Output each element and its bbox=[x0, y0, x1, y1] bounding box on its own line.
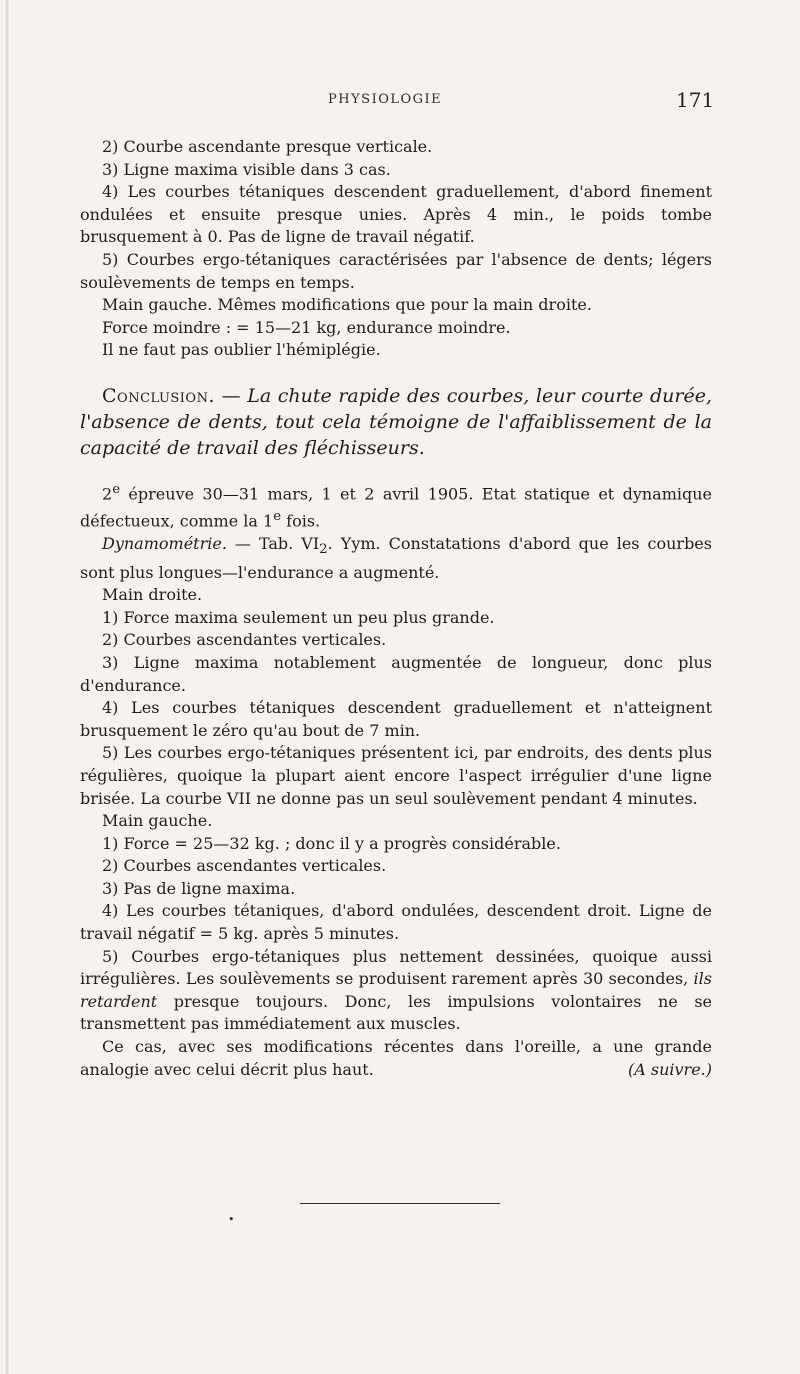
force-paragraph: Force moindre : = 15—21 kg, endurance moindre. bbox=[102, 317, 511, 337]
item-4: 4) Les courbes tétaniques descendent graduellement, d'abord finement ondulées et ensuite presque unies. Après 4 min., le poids tombe brusquement à 0. Pas de ligne de travail négatif. bbox=[80, 182, 712, 247]
right-item-4: 4) Les courbes tétaniques descendent graduellement et n'atteignent brusquement le zéro qu'au bout de 7 min. bbox=[80, 698, 712, 740]
trial-ordinal: 2 bbox=[102, 484, 113, 504]
left-hand-heading: Main gauche. bbox=[102, 811, 213, 831]
conclusion-text: La chute rapide des courbes, leur courte durée, l'absence de dents, tout cela témoigne de l'affaiblissement de la capacité de travail des fléchisseurs. bbox=[80, 384, 712, 459]
conclusion-paragraph bbox=[80, 383, 712, 461]
trial-end: fois. bbox=[281, 511, 321, 531]
trial-ordinal-sup-2: e bbox=[273, 508, 282, 524]
item-5: 5) Courbes ergo-tétaniques caractérisées par l'absence de dents; légers soulèvements de temps en temps. bbox=[80, 249, 712, 292]
dynamometry-paragraph bbox=[80, 533, 712, 584]
right-item-3: 3) Ligne maxima notablement augmentée de longueur, donc plus d'endurance. bbox=[80, 652, 712, 695]
dynamometry-sub: 2 bbox=[319, 541, 328, 557]
left-item-5-end: presque toujours. Donc, les impulsions volontaires ne se transmettent pas immédiatement aux muscles. bbox=[80, 991, 712, 1034]
conclusion-label: Conclusion. bbox=[102, 384, 216, 407]
left-hand-paragraph: Main gauche. Mêmes modifications que pour la main droite. bbox=[102, 295, 592, 315]
left-item-5 bbox=[80, 946, 712, 1036]
left-item-1: 1) Force = 25—32 kg. ; donc il y a progrès considérable. bbox=[102, 833, 561, 853]
trial-ordinal-sup: e bbox=[112, 481, 121, 497]
conclusion-dash: — bbox=[215, 384, 248, 407]
left-item-2: 2) Courbes ascendantes verticales. bbox=[102, 856, 387, 876]
item-2: 2) Courbe ascendante presque verticale. bbox=[102, 137, 433, 156]
trial-text: épreuve 30—31 mars, 1 et 2 avril 1905. Etat statique et dynamique défectueux, comme la 1 bbox=[80, 484, 712, 531]
end-rule bbox=[300, 1203, 500, 1204]
spacer bbox=[80, 362, 712, 383]
dynamometry-text-2: . Yym. Constatations d'abord que les courbes sont plus longues—l'endurance a augmenté. bbox=[80, 533, 712, 582]
left-item-4: 4) Les courbes tétaniques, d'abord ondulées, descendent droit. Ligne de travail négatif = 5 kg. après 5 minutes. bbox=[80, 901, 712, 944]
right-hand-heading: Main droite. bbox=[102, 585, 203, 605]
hemiplegia-paragraph: Il ne faut pas oublier l'hémiplégie. bbox=[102, 340, 381, 360]
running-head: PHYSIOLOGIE bbox=[328, 92, 443, 107]
bullet-mark: • bbox=[228, 1213, 235, 1226]
body-text bbox=[80, 136, 712, 1081]
page-number: 171 bbox=[676, 88, 715, 112]
dynamometry-text: — Tab. VI bbox=[226, 533, 320, 553]
page-header bbox=[0, 88, 800, 116]
item-3: 3) Ligne maxima visible dans 3 cas. bbox=[102, 159, 391, 179]
left-item-5-italic: ils retardent bbox=[80, 969, 712, 1011]
right-item-5: 5) Les courbes ergo-tétaniques présentent ici, par endroits, des dents plus régulières, quoique la plupart aient encore l'aspect irrégulier d'une ligne brisée. La courbe VII ne donne pas un seul soulèvement pendant 4 minutes. bbox=[80, 743, 712, 808]
final-paragraph bbox=[80, 1036, 712, 1081]
dynamometry-label: Dynamométrie. bbox=[102, 533, 227, 553]
page-edge bbox=[6, 0, 10, 1374]
to-be-continued: (A suivre.) bbox=[628, 1059, 712, 1079]
final-text: Ce cas, avec ses modifications récentes dans l'oreille, a une grande analogie avec celui décrit plus haut. bbox=[80, 1037, 712, 1079]
trial-paragraph bbox=[80, 479, 712, 533]
left-item-3: 3) Pas de ligne maxima. bbox=[102, 878, 296, 898]
right-item-1: 1) Force maxima seulement un peu plus grande. bbox=[102, 607, 495, 627]
left-item-5-start: 5) Courbes ergo-tétaniques plus nettement dessinées, quoique aussi irrégulières. Les soulèvements se produisent rarement après 30 secondes, bbox=[80, 946, 712, 989]
right-item-2: 2) Courbes ascendantes verticales. bbox=[102, 630, 387, 650]
spacer bbox=[80, 461, 712, 479]
